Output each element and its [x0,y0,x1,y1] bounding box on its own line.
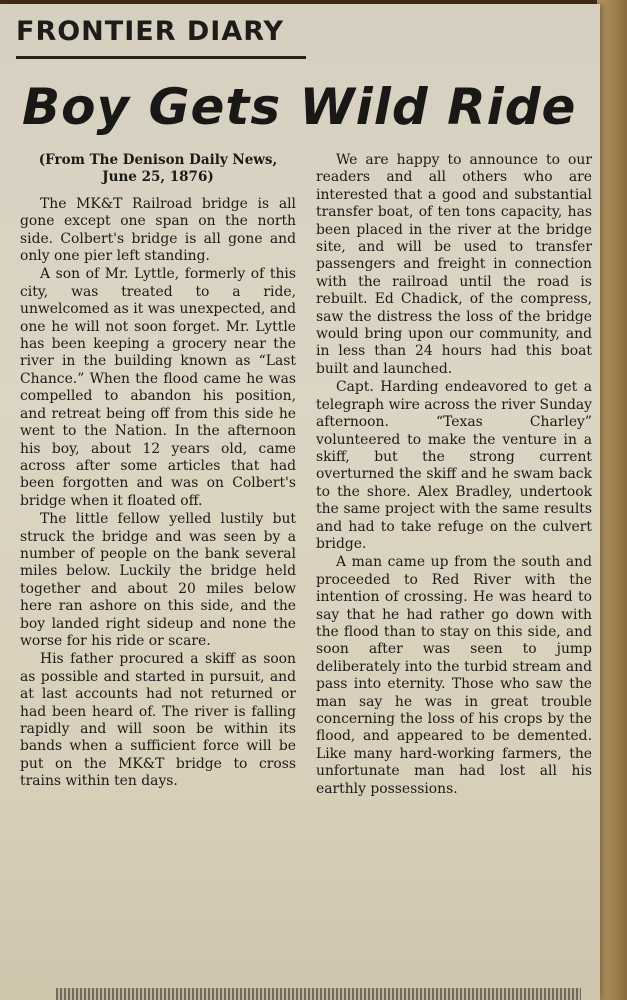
paragraph: A son of Mr. Lyttle, formerly of this city, was treated to a ride, unwelcomed as it was unexpected, and one he will not soon forget. Mr. Lyttle has been keeping a grocery near the river in the building known as “Last Chance.” When the flood came he was compelled to abandon his position, and retreat being off from this side he went to the Nation. In the afternoon his boy, about 12 years old, came across after some articles that had been forgotten and was on Colbert's bridge when it floated off. [20,266,296,509]
left-column [20,152,296,984]
backdrop-right [597,0,627,1000]
paragraph: We are happy to announce to our readers and all others who are interested that a good and substantial transfer boat, of ten tons capacity, has been placed in the river at the bridge site, and will be used to transfer passengers and freight in connection with the railroad until the road is rebuilt. Ed Chadick, of the compress, saw the distress the loss of the bridge would bring upon our community, and in less than 24 hours had this boat built and launched. [316,152,592,377]
paragraph: A man came up from the south and proceeded to Red River with the intention of crossing. He was heard to say that he had rather go down with the flood than to stay on this side, and soon after was seen to jump deliberately into the turbid stream and pass into eternity. Those who saw the man say he was in great trouble concerning the loss of his crops by the flood, and appeared to be demented. Like many hard-working farmers, the unfortunate man had lost all his earthly possessions. [316,554,592,797]
paragraph: The little fellow yelled lustily but struck the bridge and was seen by a number of people on the bank several miles below. Luckily the bridge held together and about 20 miles below here ran ashore on this side, and the boy landed right sideup and none the worse for his ride or scare. [20,511,296,649]
article-columns [20,152,592,984]
dateline: (From The Denison Daily News, June 25, 1876) [38,152,278,186]
section-heading: FRONTIER DIARY [16,16,285,47]
paragraph: Capt. Harding endeavored to get a telegraph wire across the river Sunday afternoon. “Texas Charley” volunteered to make the venture in a skiff, but the strong current overturned the skiff and he swam back to the shore. Alex Bradley, undertook the same project with the same results and had to take refuge on the culvert bridge. [316,379,592,552]
paragraph: His father procured a skiff as soon as possible and started in pursuit, and at last accounts had not returned or had been heard of. The river is falling rapidly and will soon be within its bands when a sufficient force will be put on the MK&T bridge to cross trains within ten days. [20,651,296,790]
bottom-rule [56,988,581,1000]
paragraph: The MK&T Railroad bridge is all gone except one span on the north side. Colbert's bridge is all gone and only one pier left standing. [20,195,296,265]
headline: Boy Gets Wild Ride [22,78,577,136]
newspaper-clipping [0,4,600,1000]
right-column [316,152,592,984]
section-rule [16,56,306,59]
